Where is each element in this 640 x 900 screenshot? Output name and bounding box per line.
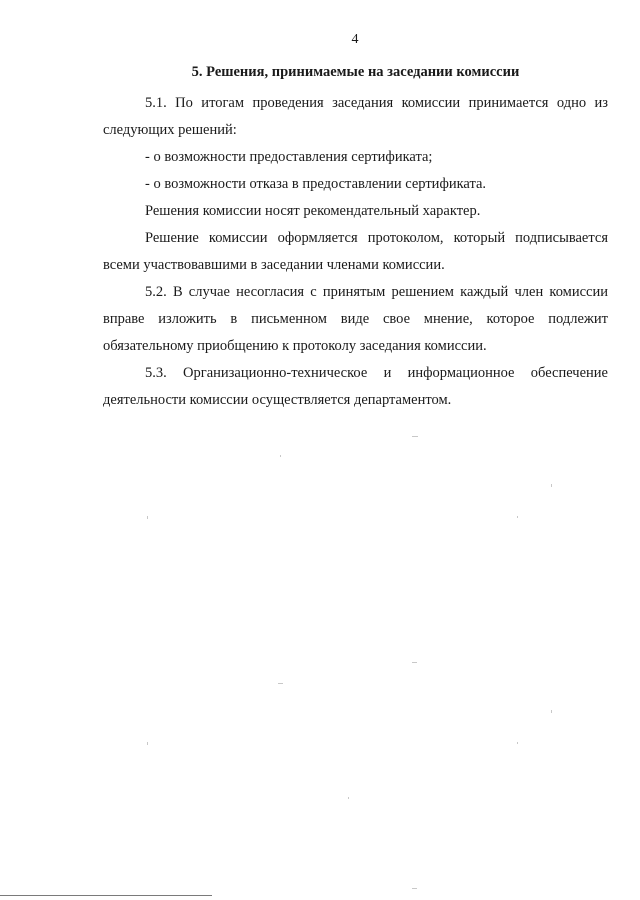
scan-speck	[147, 742, 148, 745]
scan-speck	[147, 516, 148, 519]
paragraph-5-1: 5.1. По итогам проведения заседания комиссии принимается одно из следующих решений:	[103, 95, 608, 138]
paragraph-5-2: 5.2. В случае несогласия с принятым решением каждый член комиссии вправе изложить в письменном виде свое мнение, которое подлежит обязательному приобщению к протоколу заседания комиссии.	[103, 284, 608, 354]
scan-speck	[412, 888, 417, 889]
scan-speck	[517, 516, 518, 518]
scan-speck	[348, 797, 349, 799]
document-body	[103, 90, 608, 414]
scan-speck	[412, 662, 417, 663]
scan-speck	[412, 436, 418, 437]
scan-speck	[280, 455, 281, 457]
scan-speck	[278, 683, 283, 684]
list-item-option-refuse: - о возможности отказа в предоставлении сертификата.	[145, 176, 487, 192]
scan-speck	[551, 484, 552, 487]
scan-speck	[517, 742, 518, 744]
list-item-option-grant: - о возможности предоставления сертификата;	[145, 149, 433, 165]
scan-speck	[551, 710, 552, 713]
paragraph-5-3: 5.3. Организационно-техническое и информационное обеспечение деятельности комиссии осуществляется департаментом.	[103, 365, 608, 408]
section-title: 5. Решения, принимаемые на заседании комиссии	[191, 64, 520, 80]
paragraph-recommendatory: Решения комиссии носят рекомендательный характер.	[145, 203, 481, 219]
paragraph-protocol: Решение комиссии оформляется протоколом, который подписывается всеми участвовавшими в заседании членами комиссии.	[103, 230, 608, 273]
page-number: 4	[351, 32, 359, 47]
bottom-edge-line	[0, 895, 212, 896]
